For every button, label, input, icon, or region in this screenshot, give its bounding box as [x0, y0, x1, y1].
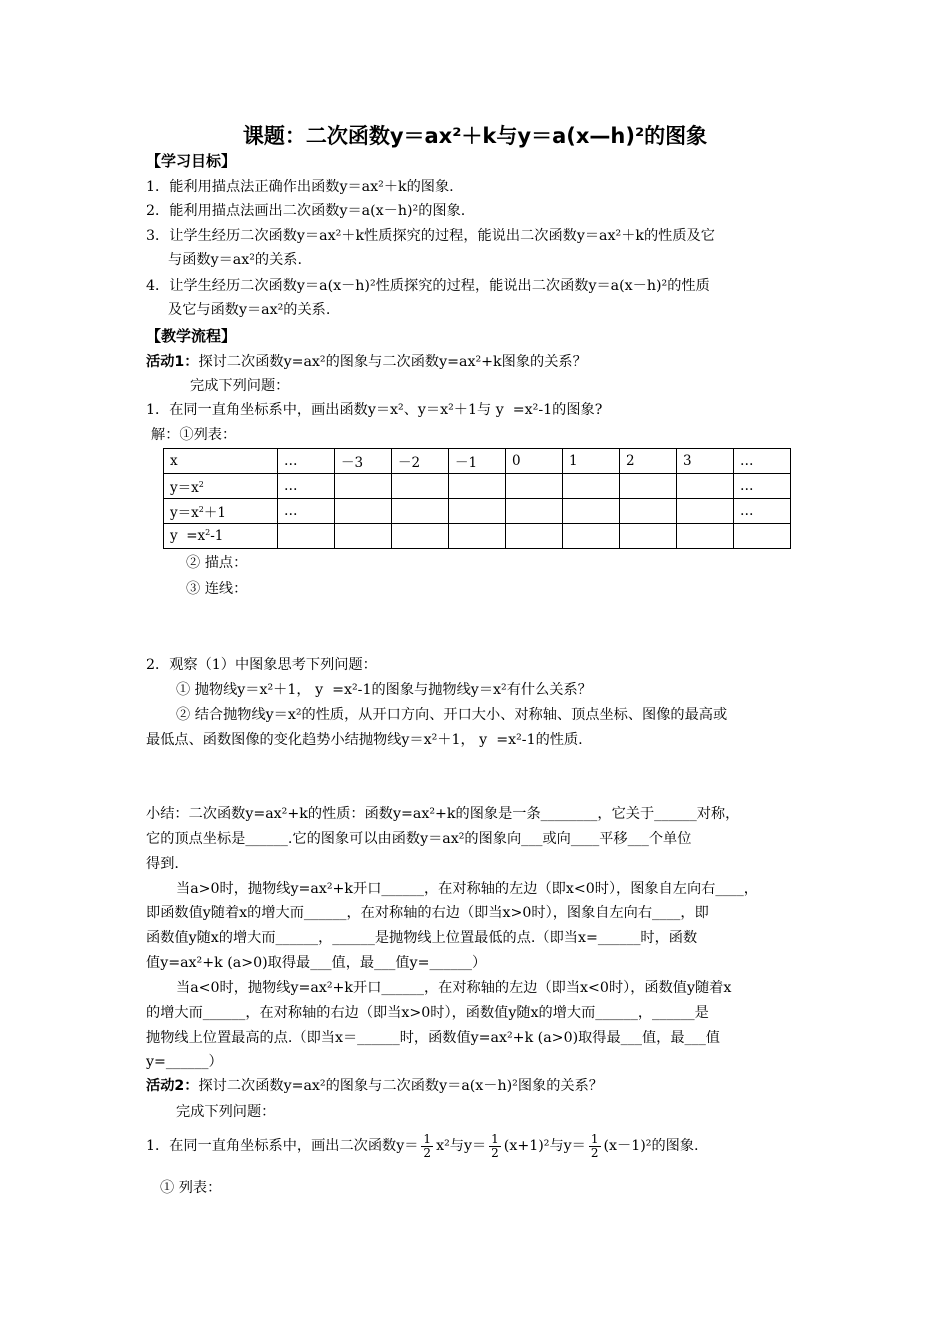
activity2-step1: ① 列表：: [160, 1180, 222, 1196]
table-cell: 0: [506, 449, 563, 474]
activity2-q1-part2: x²与y＝: [436, 1138, 487, 1154]
summary-line-3: 得到.: [146, 856, 179, 872]
table-row: [164, 524, 791, 549]
activity1-step3: ③ 连线：: [186, 581, 248, 597]
table-cell: …: [278, 449, 335, 474]
fraction-denominator: 2: [423, 1145, 432, 1160]
activity1-label: 活动1：: [146, 354, 199, 370]
table-cell: 1: [563, 449, 620, 474]
activity1-solution: 解：①列表：: [151, 427, 237, 443]
activity1-q2: 2．观察（1）中图象思考下列问题：: [146, 657, 377, 673]
activity2-sub: 完成下列问题：: [176, 1104, 276, 1120]
table-cell: [677, 474, 734, 499]
table-cell: …: [734, 499, 791, 524]
fraction-numerator: 1: [590, 1131, 599, 1146]
summary-line-2: 它的顶点坐标是______.它的图象可以由函数y＝ax²的图象向___或向____平移___个单位: [146, 831, 692, 847]
summary-line-5: 即函数值y随着x的增大而______，在对称轴的右边（即当x>0时），图象自左向右____，即: [146, 905, 709, 921]
table-cell: [335, 524, 392, 549]
table-cell: [392, 499, 449, 524]
goal-item-2: 2．能利用描点法画出二次函数y＝a(x－h)²的图象.: [146, 203, 466, 219]
table-cell: …: [278, 474, 335, 499]
summary-line-7: 值y=ax²+k (a>0)取得最___值，最___值y=______）: [146, 955, 487, 971]
fraction-half: [489, 1133, 501, 1160]
table-cell: [335, 474, 392, 499]
table-cell: [449, 474, 506, 499]
table-cell: －3: [335, 449, 392, 474]
table-row: [164, 449, 791, 474]
table-row: [164, 474, 791, 499]
table-cell: …: [734, 449, 791, 474]
goal-item-4: 4．让学生经历二次函数y＝a(x－h)²性质探究的过程，能说出二次函数y＝a(x－h)²的性质: [146, 278, 710, 294]
activity2-q1-part4: (x－1)²的图象.: [603, 1138, 699, 1154]
summary-line-1: 小结：二次函数y=ax²+k的性质：函数y=ax²+k的图象是一条________，它关于______对称，: [146, 806, 740, 822]
goal-item-4-cont: 及它与函数y＝ax²的关系.: [168, 302, 331, 318]
section-heading-goals: 【学习目标】: [146, 152, 237, 170]
table-cell: $y=x^2+1$: [164, 499, 278, 524]
goal-item-1: 1．能利用描点法正确作出函数y＝ax²＋k的图象.: [146, 179, 454, 195]
fraction-numerator: 1: [423, 1131, 432, 1146]
page-title: 课题：二次函数y＝ax²＋k与y＝a(x—h)²的图象: [242, 124, 708, 148]
table-cell: [449, 499, 506, 524]
table-cell: [563, 499, 620, 524]
table-cell: [392, 524, 449, 549]
table-cell: [677, 499, 734, 524]
activity1-line: [146, 351, 587, 373]
table-cell: [620, 524, 677, 549]
table-cell: 2: [620, 449, 677, 474]
table-cell: [506, 524, 563, 549]
activity2-q1-part3: (x+1)²与y＝: [503, 1138, 586, 1154]
table-cell: $y =x^2-1$: [164, 524, 278, 549]
activity2-q1: [146, 1128, 699, 1164]
section-heading-flow: 【教学流程】: [146, 327, 237, 345]
table-cell: [335, 499, 392, 524]
table-row: [164, 499, 791, 524]
table-cell: [449, 524, 506, 549]
fraction-half: [589, 1133, 601, 1160]
activity1-text: 探讨二次函数y=ax²的图象与二次函数y=ax²+k图象的关系？: [198, 354, 587, 370]
value-table: [163, 448, 791, 549]
fraction-half: [421, 1133, 433, 1160]
table-cell: －2: [392, 449, 449, 474]
activity2-line: [146, 1075, 603, 1097]
summary-line-8: 当a<0时，抛物线y=ax²+k开口______，在对称轴的左边（即当x<0时），函数值y随着x: [176, 980, 732, 996]
table-cell: －1: [449, 449, 506, 474]
summary-line-4: 当a>0时，抛物线y=ax²+k开口______，在对称轴的左边（即x<0时），图象自左向右____，: [176, 881, 758, 897]
table-cell: [506, 499, 563, 524]
fraction-numerator: 1: [491, 1131, 499, 1146]
table-cell: [734, 524, 791, 549]
activity1-q2b-cont: 最低点、函数图像的变化趋势小结抛物线y＝x²＋1， y =x²-1的性质.: [146, 732, 583, 748]
activity1-sub: 完成下列问题：: [190, 378, 290, 394]
summary-line-10: 抛物线上位置最高的点.（即当x＝______时，函数值y=ax²+k (a>0)取得最___值，最___值: [146, 1030, 720, 1046]
activity2-text: 探讨二次函数y=ax²的图象与二次函数y＝a(x－h)²图象的关系？: [198, 1078, 603, 1094]
table-cell: $y=x^2$: [164, 474, 278, 499]
table-cell: [506, 474, 563, 499]
fraction-denominator: 2: [590, 1145, 599, 1160]
table-cell: [278, 524, 335, 549]
goal-item-3-cont: 与函数y＝ax²的关系.: [168, 252, 302, 268]
summary-line-9: 的增大而______，在对称轴的右边（即当x>0时），函数值y随x的增大而______，______是: [146, 1005, 709, 1021]
activity1-q2a: ① 抛物线y＝x²＋1， y =x²-1的图象与抛物线y＝x²有什么关系？: [176, 682, 592, 698]
activity1-q1: 1．在同一直角坐标系中，画出函数y＝x²、y＝x²＋1与 y =x²-1的图象?: [146, 402, 603, 418]
table-cell: [620, 474, 677, 499]
table-cell: [620, 499, 677, 524]
fraction-denominator: 2: [491, 1145, 499, 1160]
summary-line-6: 函数值y随x的增大而______，______是抛物线上位置最低的点.（即当x=______时，函数: [146, 930, 698, 946]
table-cell: [563, 474, 620, 499]
activity1-step2: ② 描点：: [186, 555, 248, 571]
summary-line-11: y=______）: [146, 1054, 223, 1070]
table-cell: [392, 474, 449, 499]
table-cell: [677, 524, 734, 549]
activity2-label: 活动2：: [146, 1078, 199, 1094]
table-cell: [563, 524, 620, 549]
activity2-q1-part1: 1．在同一直角坐标系中，画出二次函数y＝: [146, 1138, 419, 1154]
activity1-q2b: ② 结合抛物线y＝x²的性质，从开口方向、开口大小、对称轴、顶点坐标、图像的最高或: [176, 707, 728, 723]
table-cell: 3: [677, 449, 734, 474]
table-cell: …: [734, 474, 791, 499]
table-cell: …: [278, 499, 335, 524]
table-cell: x: [164, 449, 278, 474]
goal-item-3: 3．让学生经历二次函数y＝ax²＋k性质探究的过程，能说出二次函数y＝ax²＋k的性质及它: [146, 228, 715, 244]
